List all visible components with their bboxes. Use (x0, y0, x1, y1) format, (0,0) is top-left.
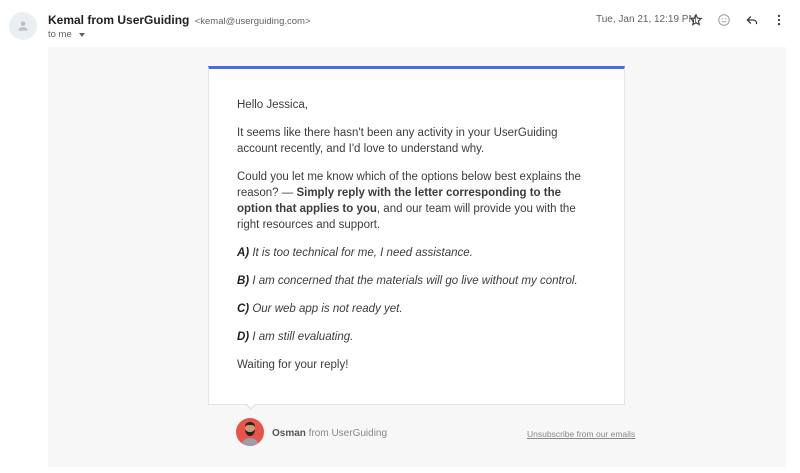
emoji-reaction-button[interactable] (714, 10, 734, 30)
recipient-label: to me (48, 29, 72, 40)
question-text: Could you let me know which of the options below best explains the reason? — (237, 171, 581, 199)
option-b (237, 273, 596, 289)
greeting: Hello Jessica, (237, 99, 308, 111)
star-button[interactable] (686, 10, 706, 30)
paragraph-question (237, 169, 596, 233)
author-company: from UserGuiding (305, 428, 388, 439)
closing: Waiting for your reply! (237, 359, 349, 371)
paragraph-intro: It seems like there hasn't been any activity in your UserGuiding account recently, and I'd love to understand why. (237, 127, 558, 155)
option-text: Our web app is not ready yet. (249, 303, 403, 315)
email-date: Tue, Jan 21, 12:19 PM (596, 14, 697, 25)
option-text: It is too technical for me, I need assistance. (249, 247, 473, 259)
star-icon (689, 13, 703, 27)
author-signature (272, 428, 387, 439)
option-text: I am concerned that the materials will go live without my control. (249, 275, 578, 287)
card-pointer-fill (246, 403, 256, 408)
option-d (237, 329, 596, 345)
sender-name[interactable]: Kemal from UserGuiding (48, 13, 190, 27)
emoji-icon (717, 13, 731, 27)
option-letter: A) (237, 247, 250, 259)
option-letter: B) (237, 275, 250, 287)
more-icon (772, 13, 786, 27)
question-bold: Simply reply with the letter corresponding to the option that applies to you (237, 187, 561, 215)
chevron-down-icon[interactable] (79, 33, 85, 37)
author-name: Osman (272, 428, 306, 439)
author-avatar (236, 418, 264, 446)
more-options-button[interactable] (769, 10, 789, 30)
sender-email: <kemal@userguiding.com> (194, 16, 311, 27)
person-icon (16, 19, 30, 33)
question-end: , and our team will provide you with the right resources and support. (237, 203, 576, 231)
email-card (208, 66, 625, 405)
sender (48, 13, 311, 27)
recipient-details[interactable] (48, 29, 85, 40)
email-content (209, 69, 624, 373)
reply-button[interactable] (742, 10, 762, 30)
sender-avatar[interactable] (9, 12, 37, 40)
option-c (237, 301, 596, 317)
option-a (237, 245, 596, 261)
author-photo-icon (236, 418, 264, 446)
option-letter: C) (237, 303, 250, 315)
option-letter: D) (237, 331, 250, 343)
unsubscribe-link[interactable]: Unsubscribe from our emails (527, 429, 636, 439)
reply-icon (745, 13, 759, 27)
option-text: I am still evaluating. (249, 331, 354, 343)
